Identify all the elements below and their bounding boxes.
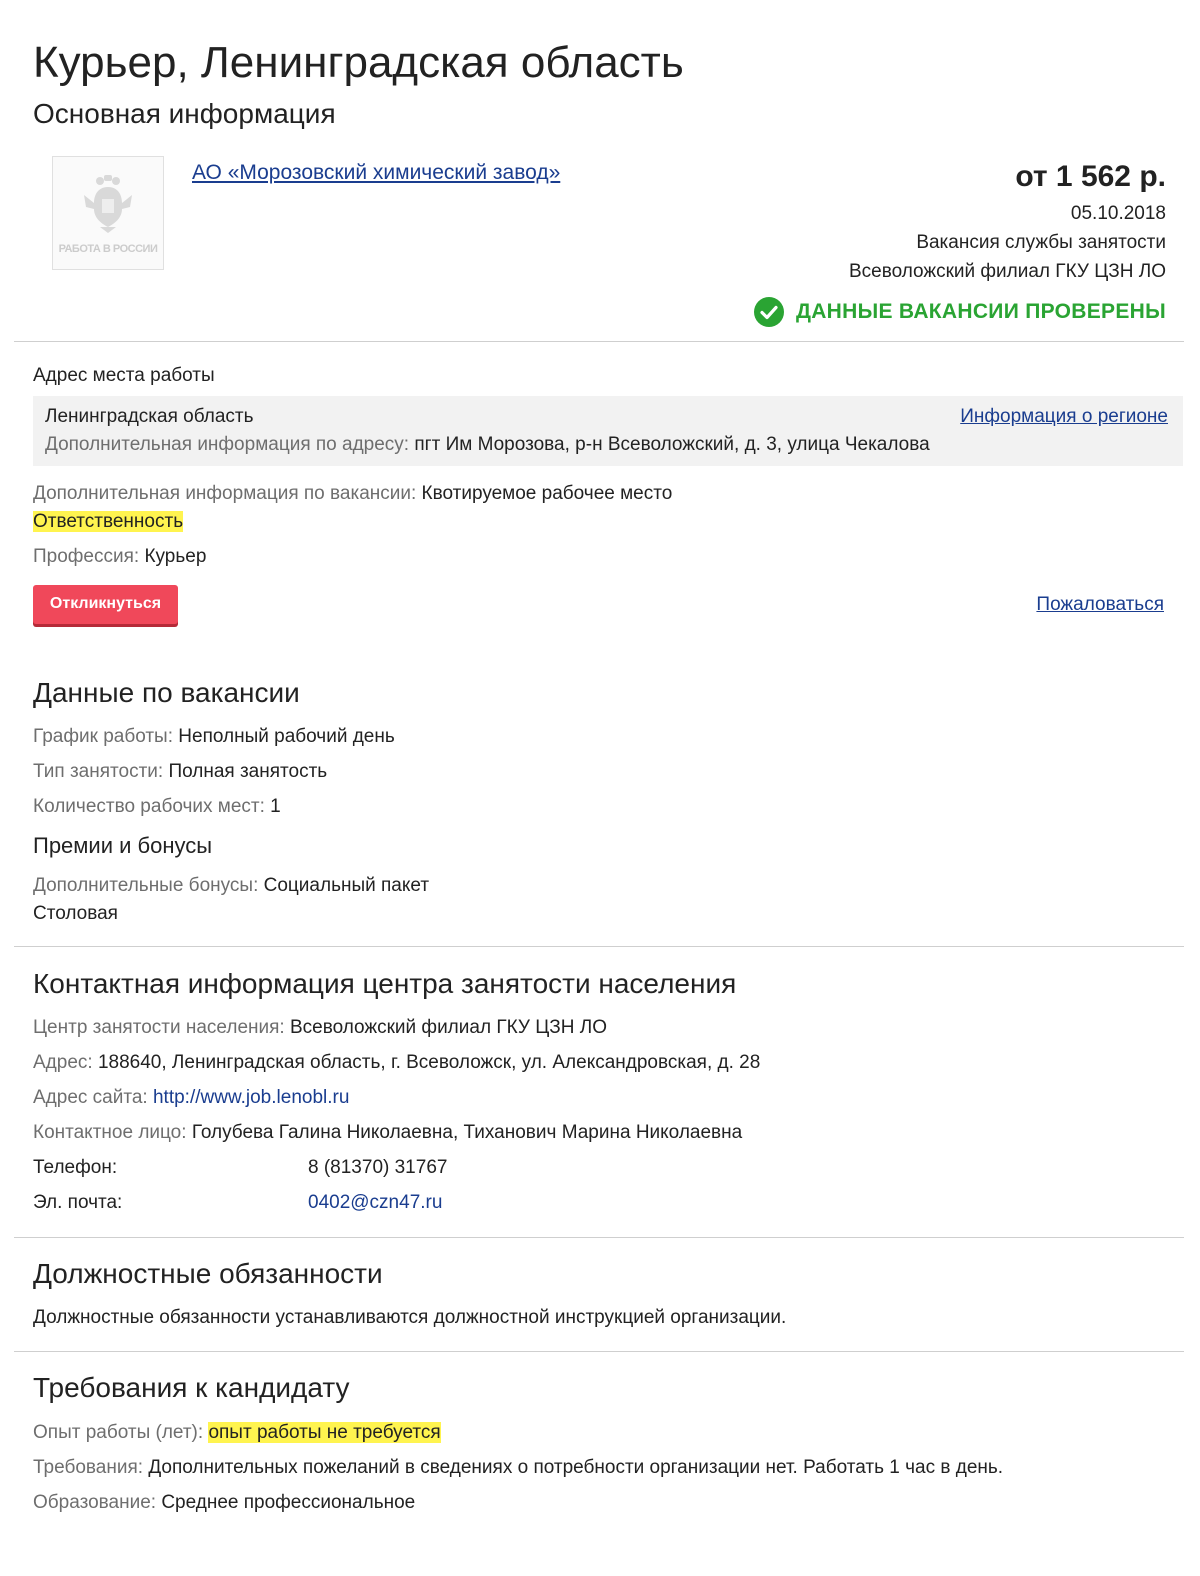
education [33,1492,415,1514]
email-link[interactable]: 0402@czn47.ru [308,1192,443,1213]
phone-label: Телефон: [33,1157,118,1178]
address-label: Адрес места работы [33,365,215,386]
requirements [33,1457,1003,1479]
divider [14,946,1184,947]
employment-type [33,761,327,783]
education-value: Среднее профессиональное [161,1492,416,1513]
section-title-vacancy-data: Данные по вакансии [33,677,300,708]
contact-address [33,1052,760,1074]
contact-center [33,1017,607,1039]
schedule-label: График работы: [33,726,173,747]
page-title: Курьер, Ленинградская область [33,38,684,87]
bonuses [33,875,429,897]
duties-text: Должностные обязанности устанавливаются должностной инструкцией организации. [33,1307,787,1328]
schedule [33,726,395,748]
complain-link[interactable]: Пожаловаться [1036,594,1164,615]
bonuses-label: Дополнительные бонусы: [33,875,259,896]
highlight-text: Ответственность [33,511,184,532]
bonuses-value: Социальный пакет [263,875,430,896]
logo-caption: РАБОТА В РОССИИ [58,243,158,255]
divider [14,1237,1184,1238]
vacancy-date: 05.10.2018 [1070,203,1166,224]
places-value: 1 [270,796,281,817]
requirements-value: Дополнительных пожеланий в сведениях о потребности организации нет. Работать 1 час в день. [148,1457,1004,1478]
email-label: Эл. почта: [33,1192,123,1213]
person-label: Контактное лицо: [33,1122,187,1143]
contact-address-label: Адрес: [33,1052,93,1073]
section-title-duties: Должностные обязанности [33,1258,383,1289]
bonuses-value-2: Столовая [33,903,118,924]
address-box [33,396,1183,466]
vacancy-extra-info [33,483,672,505]
address-extra-value: пгт Им Морозова, р-н Всеволожский, д. 3, улица Чекалова [414,434,930,455]
vacancy-source: Вакансия службы занятости [916,232,1166,253]
verified-badge [754,297,1166,327]
employment-value: Полная занятость [168,761,328,782]
address-extra-label: Дополнительная информация по адресу: [45,434,410,455]
verified-text: ДАННЫЕ ВАКАНСИИ ПРОВЕРЕНЫ [795,300,1166,323]
profession-label: Профессия: [33,546,140,567]
profession [33,546,206,568]
places-count [33,796,281,818]
respond-button[interactable]: Откликнуться [33,585,178,624]
phone-value: 8 (81370) 31767 [308,1157,448,1178]
coat-of-arms-icon [80,173,136,233]
check-circle-icon [754,297,784,327]
site-label: Адрес сайта: [33,1087,148,1108]
section-title-main-info: Основная информация [33,98,336,129]
contact-site [33,1087,349,1109]
address-extra [45,434,930,456]
experience-value: опыт работы не требуется [208,1422,441,1443]
contact-person [33,1122,742,1144]
profession-value: Курьер [144,546,207,567]
region-info-link[interactable]: Информация о регионе [960,406,1168,427]
address-region: Ленинградская область [45,406,254,427]
vacancy-extra-value: Квотируемое рабочее место [421,483,673,504]
employment-label: Тип занятости: [33,761,164,782]
vacancy-branch: Всеволожский филиал ГКУ ЦЗН ЛО [848,261,1166,282]
experience-label: Опыт работы (лет): [33,1422,204,1443]
divider [14,341,1184,342]
vacancy-highlight [33,511,183,533]
places-label: Количество рабочих мест: [33,796,265,817]
company-logo [52,156,164,270]
section-title-requirements: Требования к кандидату [33,1372,350,1403]
center-value: Всеволожский филиал ГКУ ЦЗН ЛО [289,1017,608,1038]
education-label: Образование: [33,1492,157,1513]
person-value: Голубева Галина Николаевна, Тиханович Марина Николаевна [191,1122,743,1143]
vacancy-extra-label: Дополнительная информация по вакансии: [33,483,417,504]
contact-address-value: 188640, Ленинградская область, г. Всеволожск, ул. Александровская, д. 28 [97,1052,761,1073]
site-link[interactable]: http://www.job.lenobl.ru [152,1087,350,1108]
schedule-value: Неполный рабочий день [178,726,395,747]
divider [14,1351,1184,1352]
bonuses-title: Премии и бонусы [33,833,213,858]
salary: от 1 562 р. [1015,160,1166,193]
experience [33,1422,441,1444]
company-link[interactable]: АО «Морозовский химический завод» [192,161,561,184]
section-title-contact: Контактная информация центра занятости населения [33,968,737,999]
center-label: Центр занятости населения: [33,1017,285,1038]
requirements-label: Требования: [33,1457,144,1478]
